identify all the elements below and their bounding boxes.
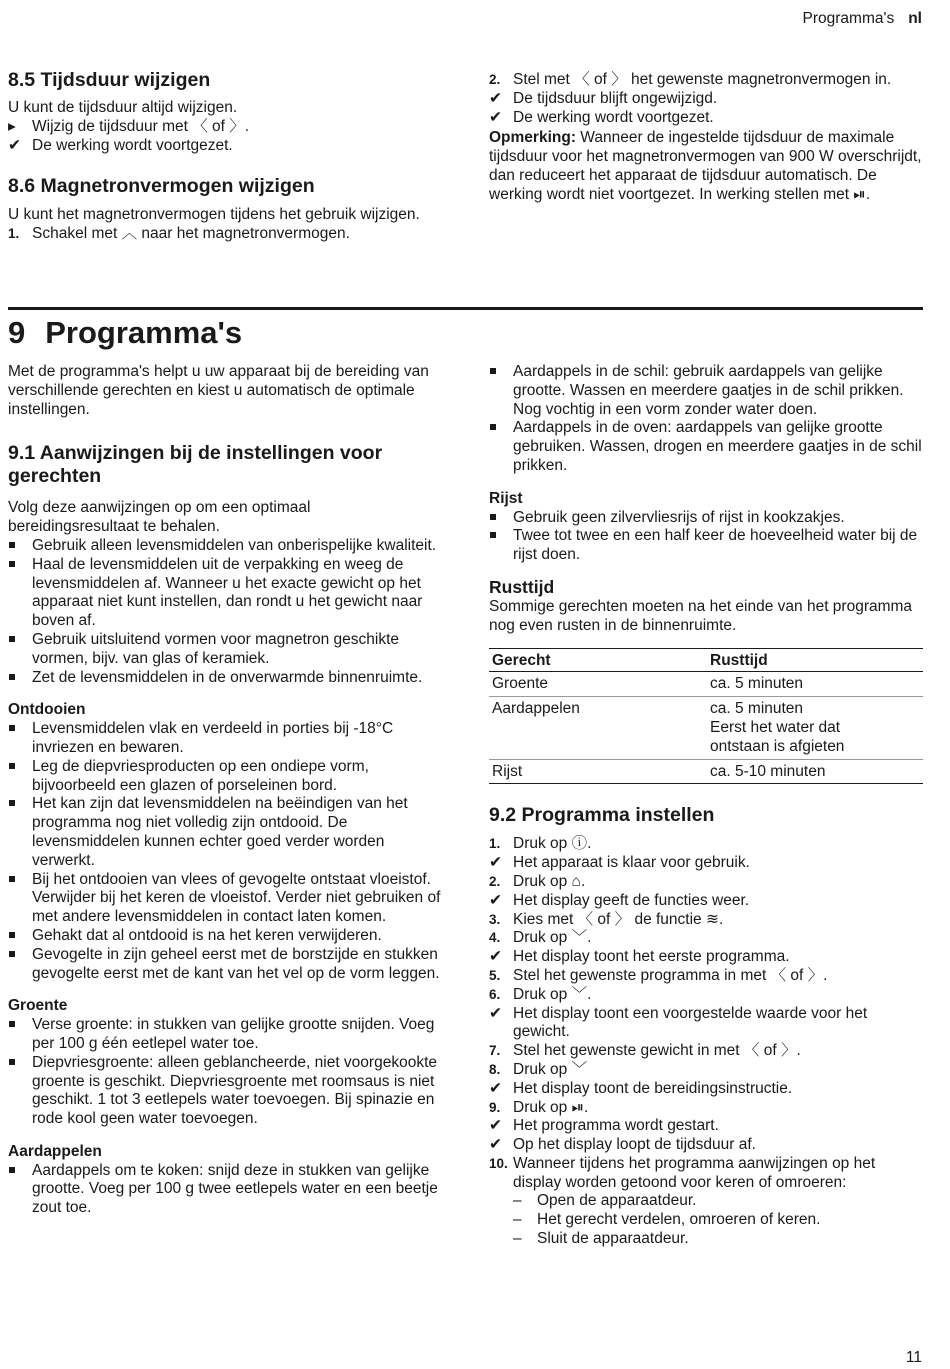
header-lang: nl <box>908 10 922 27</box>
list-item: ✔ Op het display loopt de tijdsduur af. <box>489 1136 756 1154</box>
list-item: Gehakt dat al ontdooid is na het keren verwijderen. <box>8 927 444 946</box>
section-8-5 <box>8 69 444 244</box>
chapter-intro: Met de programma's helpt u uw apparaat bij de bereiding van verschillende gerechten en kiest u automatisch de optimale instellingen. <box>8 363 429 418</box>
list-item: Gevogelte in zijn geheel eerst met de borstzijde en stukken gevogelte eerst met de kant van het vel op de vorm leggen. <box>8 946 444 984</box>
arrow-icon: ▸ <box>8 117 16 135</box>
list-item: – Sluit de apparaatdeur. <box>513 1230 689 1248</box>
list-item: Haal de levensmiddelen uit de verpakking en weeg de levensmiddelen af. Wanneer u het exacte gewicht op het apparaat niet kunt instellen, dan rondt u het gewicht naar boven af. <box>8 556 444 631</box>
aardappelen-title: Aardappelen <box>8 1142 102 1160</box>
section-9-1-title: 9.1 Aanwijzingen bij de instellingen voor gerechten <box>8 442 383 488</box>
list-item: Gebruik uitsluitend vormen voor magnetron geschikte vormen, bijv. van glas of keramiek. <box>8 631 444 669</box>
list-item: 10. Wanneer tijdens het programma aanwijzingen op het display worden getoond voor keren of omroeren: <box>489 1154 876 1191</box>
list-item: 9. Druk op ⏯. <box>489 1098 589 1116</box>
list-item: 8. Druk op ﹀ <box>489 1060 588 1078</box>
list-item: Zet de levensmiddelen in de onverwarmde binnenruimte. <box>8 669 444 688</box>
header-section: Programma's <box>802 10 895 27</box>
section-8-6-intro: U kunt het magnetronvermogen tijdens het gebruik wijzigen. <box>8 206 420 224</box>
section-8-5-title: 8.5 Tijdsduur wijzigen <box>8 69 211 91</box>
list-item: ✔ Het display toont de bereidingsinstructie. <box>489 1079 793 1097</box>
section-8-6-title: 8.6 Magnetronvermogen wijzigen <box>8 175 315 198</box>
list-item: 1. Druk op ⓘ. <box>489 835 592 853</box>
list-item: Het kan zijn dat levensmiddelen na beëindigen van het programma nog niet volledig zijn ontdooid. De levensmiddelen kunnen echter goed verder worden verwerkt. <box>8 795 444 870</box>
list-item: 6. Druk op ﹀. <box>489 985 592 1003</box>
list-item: Aardappels in de schil: gebruik aardappels van gelijke grootte. Wassen en meerdere gaatjes in de schil prikken. Nog vochtig in een vorm zonder water doen. <box>489 363 923 419</box>
list-item: Aardappels in de oven: aardappels van gelijke grootte gebruiken. Wassen, drogen en meerdere gaatjes in de schil prikken. <box>489 419 923 475</box>
list-item: ✔ De werking wordt voortgezet. <box>8 136 233 154</box>
groente-title: Groente <box>8 997 68 1015</box>
section-8-5-intro: U kunt de tijdsduur altijd wijzigen. <box>8 99 238 116</box>
chapter-title: 9 Programma's <box>8 315 243 350</box>
section-8-6-continued <box>489 71 923 205</box>
list-item: 3. Kies met 〈 of 〉 de functie ≋. <box>489 910 724 928</box>
list-item: Gebruik geen zilvervliesrijs of rijst in kookzakjes. <box>489 509 923 528</box>
section-9-1-intro: Volg deze aanwijzingen op om een optimaal bereidingsresultaat te behalen. <box>8 499 311 536</box>
rusttijd-intro: Sommige gerechten moeten na het einde van het programma nog even rusten in de binnenruimte. <box>489 597 913 634</box>
list-item: Twee tot twee en een half keer de hoeveelheid water bij de rijst doen. <box>489 527 923 565</box>
list-item: ▸ Wijzig de tijdsduur met 〈 of 〉. <box>8 117 250 135</box>
steps-list <box>489 835 923 1249</box>
list-item: Aardappels om te koken: snijd deze in stukken van gelijke grootte. Voeg per 100 g twee eetlepels water en een beetje zout toe. <box>8 1162 444 1218</box>
list-item: 1. Schakel met ︿ naar het magnetronvermogen. <box>8 225 350 243</box>
chapter-9-right <box>489 363 923 1249</box>
check-icon: ✔ <box>8 136 21 154</box>
table-header: Gerecht <box>489 648 707 672</box>
list-item: 2. Druk op ⌂. <box>489 872 586 890</box>
list-item: ✔ Het display toont een voorgestelde waarde voor het gewicht. <box>489 1004 868 1041</box>
rijst-title: Rijst <box>489 489 523 507</box>
rusttijd-table <box>489 648 923 785</box>
list-item: – Het gerecht verdelen, omroeren of keren. <box>513 1211 821 1229</box>
list-item: ✔ Het apparaat is klaar voor gebruik. <box>489 854 750 872</box>
table-row: Groente ca. 5 minuten <box>489 672 923 697</box>
note: Opmerking: Wanneer de ingestelde tijdsduur de maximale tijdsduur voor het magnetronvermogen van 900 W overschrijdt, dan reduceert het apparaat de tijdsduur automatisch. De werking wordt niet voortgezet. In werking stellen met ⏯. <box>489 129 922 203</box>
rusttijd-title: Rusttijd <box>489 576 555 597</box>
chapter-rule <box>8 307 923 310</box>
table-header: Rusttijd <box>707 648 923 672</box>
list-item: ✔ Het programma wordt gestart. <box>489 1117 719 1135</box>
list-item: – Open de apparaatdeur. <box>513 1192 697 1210</box>
list-item: Levensmiddelen vlak en verdeeld in porties bij -18°C invriezen en bewaren. <box>8 720 444 758</box>
ontdooien-title: Ontdooien <box>8 701 86 719</box>
section-9-2-title: 9.2 Programma instellen <box>489 804 715 827</box>
check-icon: ✔ <box>489 108 502 126</box>
running-header <box>803 10 922 29</box>
list-item: 2. Stel met 〈 of 〉 het gewenste magnetronvermogen in. <box>489 71 892 88</box>
list-item: 4. Druk op ﹀. <box>489 929 592 947</box>
list-item: 5. Stel het gewenste programma in met 〈 of 〉. <box>489 966 828 984</box>
list-item: ✔ De tijdsduur blijft ongewijzigd. <box>489 89 718 107</box>
list-item: Leg de diepvriesproducten op een ondiepe vorm, bijvoorbeeld een glazen of porseleinen bord. <box>8 758 444 796</box>
list-item: Bij het ontdooien van vlees of gevogelte ontstaat vloeistof. Verwijder bij het keren de vloeistof. Verder niet gebruiken of met andere levensmiddelen in contact laten komen. <box>8 871 444 927</box>
list-item: ✔ Het display geeft de functies weer. <box>489 891 750 909</box>
check-icon: ✔ <box>489 89 502 107</box>
table-row: Aardappelen ca. 5 minuten Eerst het water dat ontstaan is afgieten <box>489 697 923 759</box>
list-item: Verse groente: in stukken van gelijke grootte snijden. Voeg per 100 g één eetlepel water toe. <box>8 1016 444 1054</box>
list-item: Gebruik alleen levensmiddelen van onberispelijke kwaliteit. <box>8 537 444 556</box>
table-row: Rijst ca. 5-10 minuten <box>489 759 923 784</box>
list-item: ✔ De werking wordt voortgezet. <box>489 108 714 126</box>
list-item: 7. Stel het gewenste gewicht in met 〈 of 〉. <box>489 1042 801 1060</box>
page-number: 11 <box>905 1349 922 1366</box>
list-item: Diepvriesgroente: alleen geblancheerde, niet voorgekookte groente is geschikt. Diepvriesgroente met roomsaus is niet geschikt. 1 tot 3 eetlepels water toevoegen. Bij spinazie en rode kool geen water toevoegen. <box>8 1054 444 1129</box>
chapter-9-left <box>8 363 444 1218</box>
list-item: ✔ Het display toont het eerste programma. <box>489 948 790 966</box>
